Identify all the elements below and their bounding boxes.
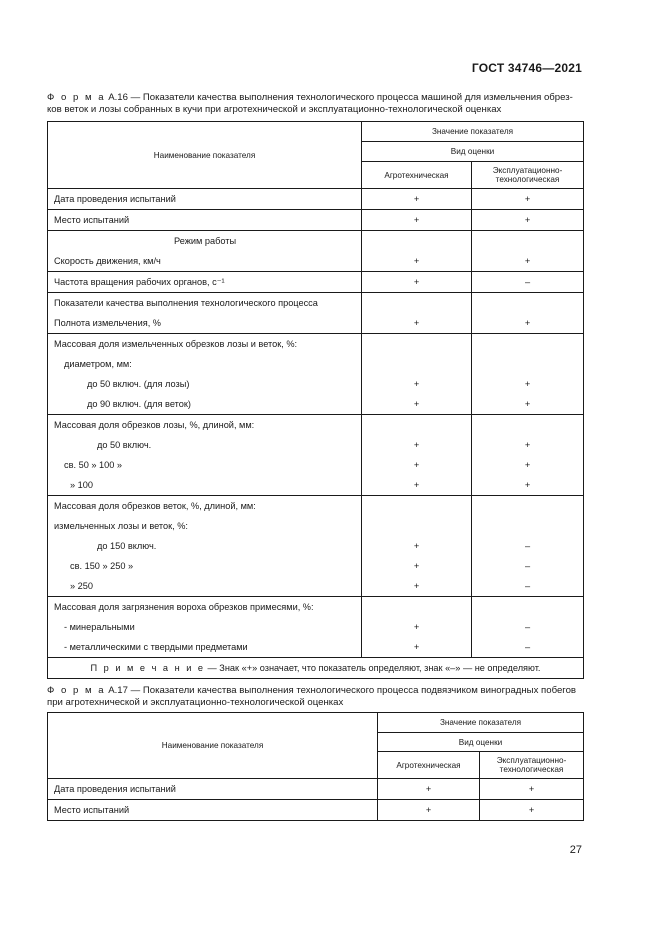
row-value: + <box>425 805 432 815</box>
row-label: - металлическими с твердыми предметами <box>64 642 248 652</box>
expl-cell <box>472 231 584 272</box>
note-text: — Знак «+» означает, что показатель определяют, знак «–» — не определяют. <box>205 663 541 673</box>
row-label: Место испытаний <box>54 805 130 815</box>
agro-cell <box>378 800 480 821</box>
agro-cell <box>362 597 472 658</box>
row-value: + <box>413 480 420 490</box>
name-cell <box>48 496 362 597</box>
table-row <box>48 415 584 496</box>
page-number: 27 <box>569 844 582 856</box>
row-value: + <box>413 622 420 632</box>
table-row <box>48 597 584 658</box>
row-value: – <box>524 642 531 652</box>
row-value: – <box>524 541 531 551</box>
row-value: + <box>413 379 420 389</box>
row-value: + <box>413 215 420 225</box>
expl-cell <box>472 496 584 597</box>
column-header-agro: Агротехническая <box>362 162 472 189</box>
column-header-kind: Вид оценки <box>362 142 584 162</box>
name-cell <box>48 293 362 334</box>
row-label: св. 50 » 100 » <box>64 460 123 470</box>
form-a16-caption <box>47 92 584 117</box>
name-cell <box>48 597 362 658</box>
row-value: – <box>524 561 531 571</box>
row-label: Массовая доля обрезков лозы, %, длиной, мм: <box>54 420 255 430</box>
row-value: + <box>413 642 420 652</box>
agro-cell <box>362 231 472 272</box>
row-value <box>362 516 471 536</box>
row-value: + <box>524 318 531 328</box>
row-label: до 50 включ. <box>97 440 152 450</box>
row-label: Частота вращения рабочих органов, с⁻¹ <box>54 277 225 287</box>
table-row <box>48 334 584 415</box>
row-label: до 150 включ. <box>97 541 157 551</box>
row-value <box>472 231 583 251</box>
row-value <box>362 354 471 374</box>
table-row <box>48 800 584 821</box>
expl-cell <box>472 334 584 415</box>
note-prefix: П р и м е ч а н и е <box>90 663 205 673</box>
row-value: + <box>413 256 420 266</box>
row-value <box>362 293 471 313</box>
row-value: + <box>524 194 531 204</box>
expl-cell <box>472 189 584 210</box>
row-label: измельченных лозы и веток, %: <box>54 521 188 531</box>
row-value: + <box>524 460 531 470</box>
table-row <box>48 231 584 272</box>
expl-cell <box>480 779 584 800</box>
form-a17-table <box>47 712 584 821</box>
name-cell <box>48 210 362 231</box>
table-row <box>48 779 584 800</box>
column-header-agro: Агротехническая <box>378 752 480 779</box>
row-value: + <box>413 541 420 551</box>
form-a16-prefix: Ф о р м а <box>47 92 106 103</box>
standard-number: ГОСТ 34746—2021 <box>471 61 582 75</box>
column-header-name: Наименование показателя <box>48 122 362 189</box>
row-label: Полнота измельчения, % <box>54 318 161 328</box>
row-value: – <box>524 622 531 632</box>
form-a17-prefix: Ф о р м а <box>47 685 106 696</box>
row-value: + <box>524 480 531 490</box>
row-value: + <box>524 440 531 450</box>
name-cell <box>48 334 362 415</box>
agro-cell <box>362 189 472 210</box>
name-cell <box>48 189 362 210</box>
row-label: Показатели качества выполнения технологического процесса <box>54 298 318 308</box>
row-value: + <box>524 215 531 225</box>
form-a16-table <box>47 121 584 679</box>
row-value: – <box>524 277 531 287</box>
table-row <box>48 293 584 334</box>
name-cell <box>48 800 378 821</box>
column-header-value: Значение показателя <box>362 122 584 142</box>
table-row <box>48 496 584 597</box>
row-value <box>472 293 583 313</box>
row-value <box>472 597 583 617</box>
agro-cell <box>362 210 472 231</box>
row-value: + <box>425 784 432 794</box>
row-value <box>362 231 471 251</box>
row-label: Режим работы <box>174 236 237 246</box>
row-value: + <box>524 256 531 266</box>
row-label: до 90 включ. (для веток) <box>87 399 191 409</box>
agro-cell <box>362 293 472 334</box>
table-note <box>48 658 584 679</box>
name-cell <box>48 231 362 272</box>
column-header-name: Наименование показателя <box>48 713 378 779</box>
column-header-expl: Эксплуатационно-технологическая <box>480 752 584 779</box>
form-a17-title: А.17 — Показатели качества выполнения технологического процесса подвязчиком виноградных побегов при агротехнической и эксплуатационно-технологической оценках <box>47 685 577 709</box>
row-label: Массовая доля обрезков веток, %, длиной, мм: <box>54 501 256 511</box>
row-label: св. 150 » 250 » <box>70 561 134 571</box>
row-value <box>362 415 471 435</box>
agro-cell <box>362 272 472 293</box>
row-label: Скорость движения, км/ч <box>54 256 161 266</box>
row-value <box>472 415 583 435</box>
table-row <box>48 272 584 293</box>
agro-cell <box>362 334 472 415</box>
agro-cell <box>362 496 472 597</box>
form-a17-caption <box>47 685 584 710</box>
row-value <box>472 334 583 354</box>
form-a16-body <box>48 189 584 658</box>
row-label: до 50 включ. (для лозы) <box>87 379 190 389</box>
name-cell <box>48 415 362 496</box>
row-value: + <box>413 318 420 328</box>
row-value: + <box>524 379 531 389</box>
row-value <box>362 597 471 617</box>
row-value <box>472 496 583 516</box>
row-label: - минеральными <box>64 622 135 632</box>
row-label: » 100 <box>70 480 93 490</box>
row-value: + <box>528 784 535 794</box>
column-header-value: Значение показателя <box>378 713 584 733</box>
row-label: Массовая доля измельченных обрезков лозы и веток, %: <box>54 339 298 349</box>
expl-cell <box>472 597 584 658</box>
row-value: + <box>413 440 420 450</box>
row-label: Место испытаний <box>54 215 130 225</box>
row-value <box>472 516 583 536</box>
row-value <box>472 354 583 374</box>
row-value: + <box>528 805 535 815</box>
form-a17-body <box>48 779 584 821</box>
row-value <box>362 496 471 516</box>
row-label: » 250 <box>70 581 93 591</box>
row-value: + <box>413 561 420 571</box>
table-row <box>48 189 584 210</box>
row-value: + <box>413 460 420 470</box>
expl-cell <box>472 272 584 293</box>
name-cell <box>48 272 362 293</box>
row-label: Массовая доля загрязнения вороха обрезков примесями, %: <box>54 602 314 612</box>
column-header-expl: Эксплуатационно-технологическая <box>472 162 584 189</box>
name-cell <box>48 779 378 800</box>
expl-cell <box>472 293 584 334</box>
row-value: + <box>413 581 420 591</box>
row-label: Дата проведения испытаний <box>54 784 176 794</box>
expl-cell <box>472 210 584 231</box>
row-label: диаметром, мм: <box>64 359 132 369</box>
expl-cell <box>480 800 584 821</box>
row-value <box>362 334 471 354</box>
expl-cell <box>472 415 584 496</box>
row-value: + <box>524 399 531 409</box>
column-header-kind: Вид оценки <box>378 733 584 752</box>
form-a16-title: А.16 — Показатели качества выполнения технологического процесса машиной для измельчения обрез-ков веток и лозы собранных в кучи при агротехнической и эксплуатационно-технологической оценках <box>47 92 573 116</box>
row-value: – <box>524 581 531 591</box>
agro-cell <box>362 415 472 496</box>
row-label: Дата проведения испытаний <box>54 194 176 204</box>
row-value: + <box>413 399 420 409</box>
table-row <box>48 210 584 231</box>
row-value: + <box>413 194 420 204</box>
row-value: + <box>413 277 420 287</box>
agro-cell <box>378 779 480 800</box>
